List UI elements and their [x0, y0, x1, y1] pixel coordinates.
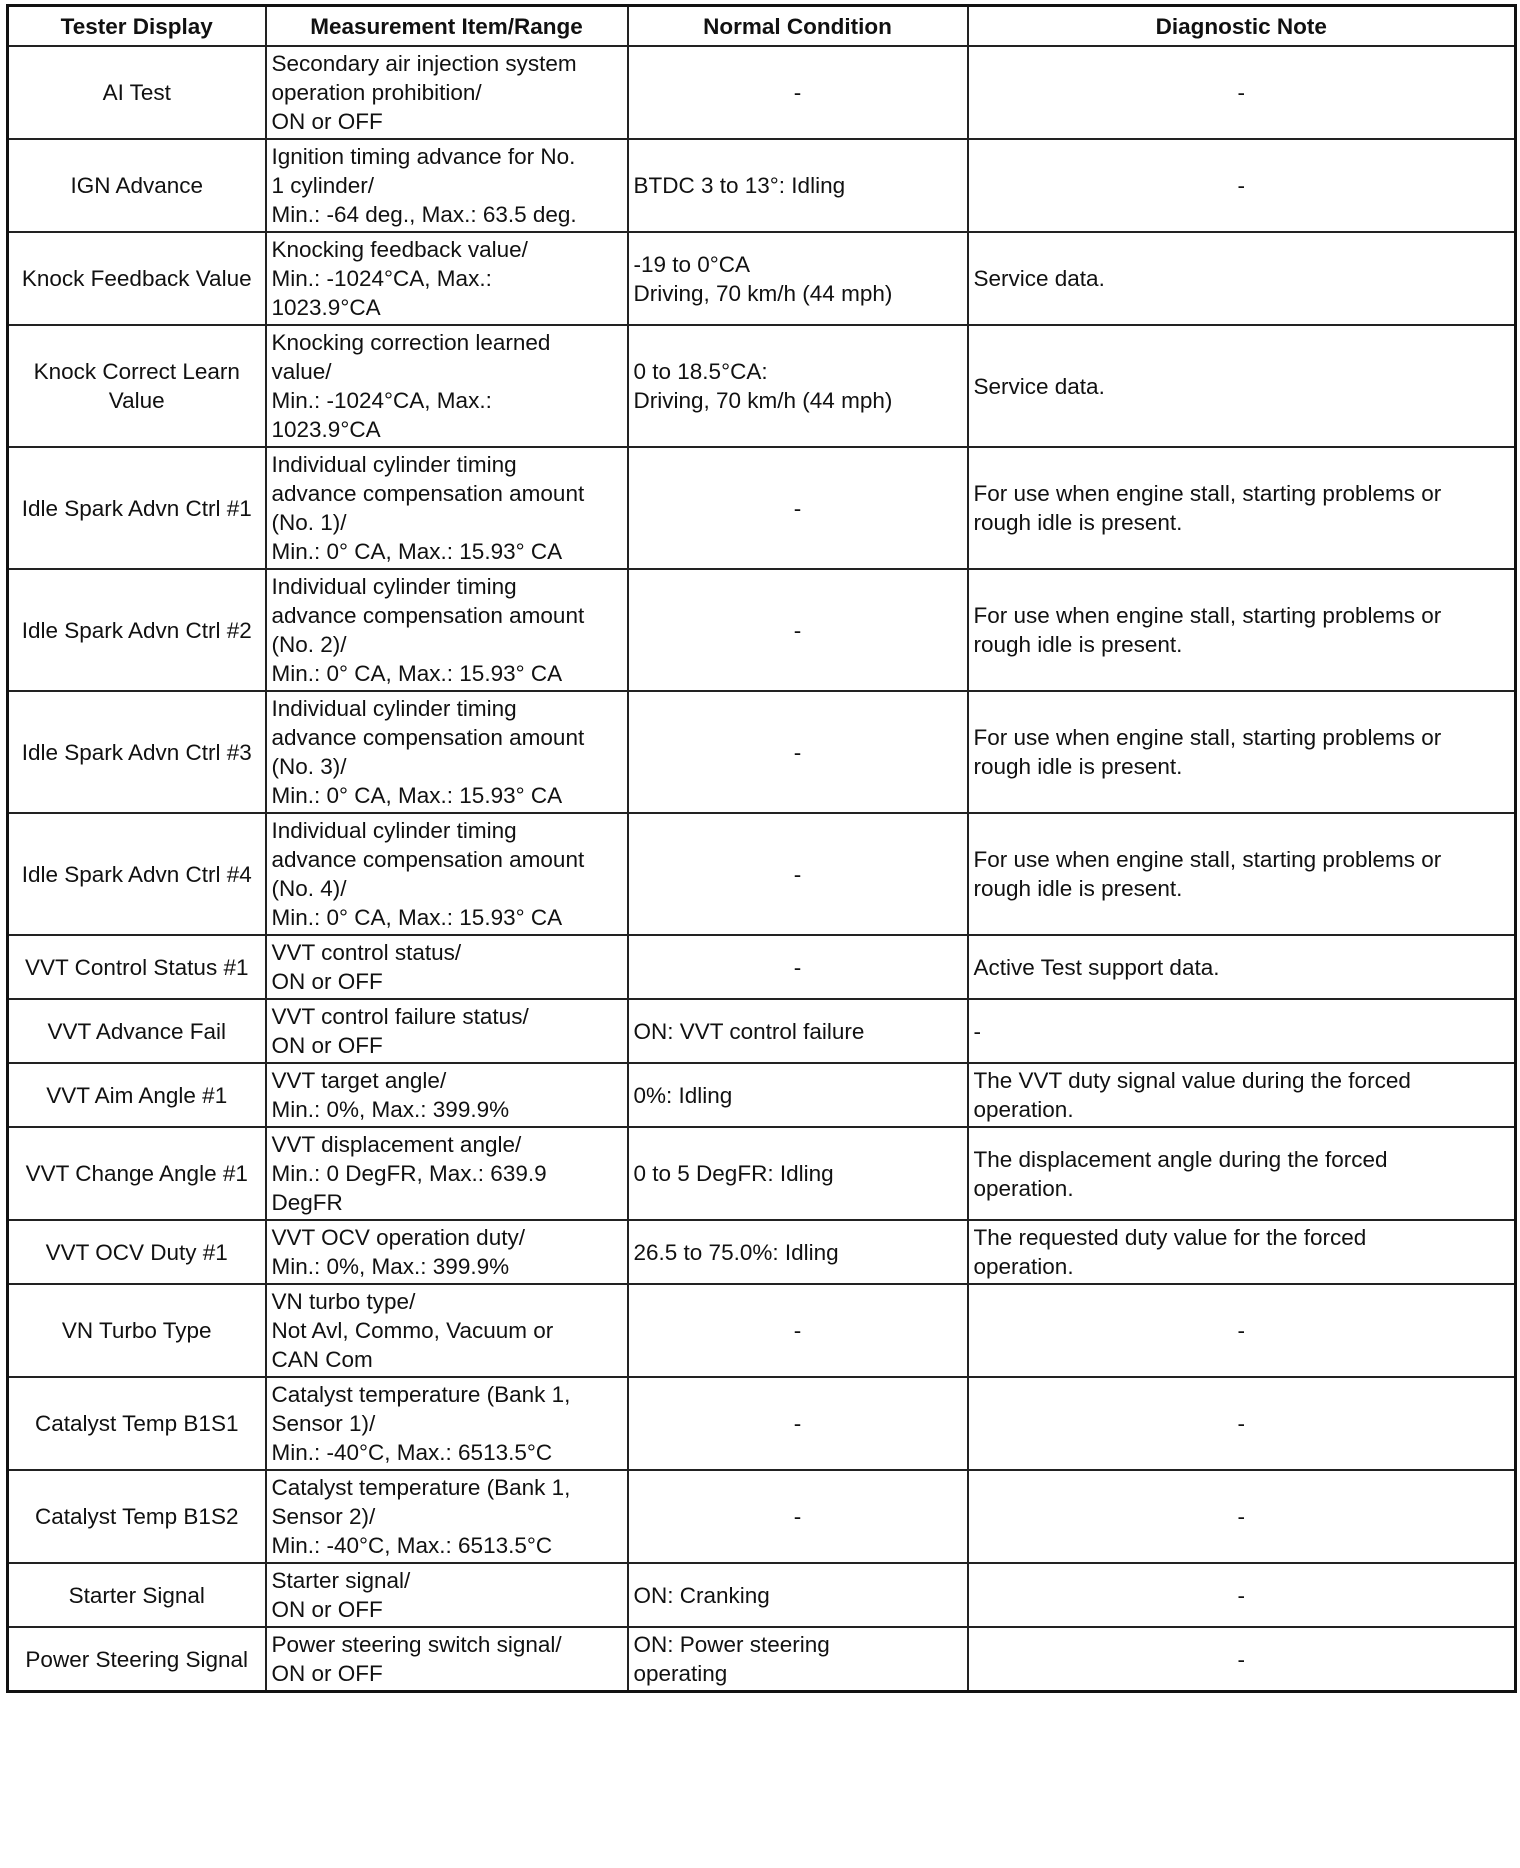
- normal-condition-cell: ON: Power steering operating: [628, 1627, 968, 1692]
- diagnostic-note-cell: The VVT duty signal value during the forced operation.: [968, 1063, 1516, 1127]
- measurement-cell: Individual cylinder timing advance compensation amount (No. 4)/ Min.: 0° CA, Max.: 15.93° CA: [266, 813, 628, 935]
- diagnostic-note-cell: For use when engine stall, starting problems or rough idle is present.: [968, 813, 1516, 935]
- diagnostic-note-cell: -: [968, 1284, 1516, 1377]
- header-normal-condition: Normal Condition: [628, 6, 968, 47]
- measurement-cell: Starter signal/ ON or OFF: [266, 1563, 628, 1627]
- tester-display-cell: Idle Spark Advn Ctrl #2: [8, 569, 266, 691]
- tester-display-cell: VVT Advance Fail: [8, 999, 266, 1063]
- table-row: [8, 569, 1516, 691]
- normal-condition-cell: -: [628, 1470, 968, 1563]
- tester-display-cell: Knock Feedback Value: [8, 232, 266, 325]
- table-row: [8, 1220, 1516, 1284]
- tester-display-cell: VVT Aim Angle #1: [8, 1063, 266, 1127]
- normal-condition-cell: -19 to 0°CA Driving, 70 km/h (44 mph): [628, 232, 968, 325]
- normal-condition-cell: -: [628, 813, 968, 935]
- table-header-row: [8, 6, 1516, 47]
- normal-condition-cell: -: [628, 46, 968, 139]
- tester-display-cell: VVT Control Status #1: [8, 935, 266, 999]
- diagnostic-note-cell: -: [968, 1563, 1516, 1627]
- table-row: [8, 325, 1516, 447]
- measurement-cell: Secondary air injection system operation prohibition/ ON or OFF: [266, 46, 628, 139]
- header-measurement-item: Measurement Item/Range: [266, 6, 628, 47]
- tester-display-cell: Starter Signal: [8, 1563, 266, 1627]
- tester-display-cell: Catalyst Temp B1S1: [8, 1377, 266, 1470]
- table-row: [8, 1470, 1516, 1563]
- header-diagnostic-note: Diagnostic Note: [968, 6, 1516, 47]
- measurement-cell: VVT control failure status/ ON or OFF: [266, 999, 628, 1063]
- tester-display-cell: AI Test: [8, 46, 266, 139]
- diagnostic-data-sheet: [6, 4, 1514, 1693]
- table-row: [8, 999, 1516, 1063]
- normal-condition-cell: -: [628, 569, 968, 691]
- measurement-cell: Power steering switch signal/ ON or OFF: [266, 1627, 628, 1692]
- measurement-cell: VVT target angle/ Min.: 0%, Max.: 399.9%: [266, 1063, 628, 1127]
- normal-condition-cell: ON: Cranking: [628, 1563, 968, 1627]
- diagnostic-note-cell: For use when engine stall, starting problems or rough idle is present.: [968, 691, 1516, 813]
- table-row: [8, 1127, 1516, 1220]
- tester-display-cell: Idle Spark Advn Ctrl #4: [8, 813, 266, 935]
- measurement-cell: Individual cylinder timing advance compensation amount (No. 3)/ Min.: 0° CA, Max.: 15.93° CA: [266, 691, 628, 813]
- normal-condition-cell: 0%: Idling: [628, 1063, 968, 1127]
- data-list-table: [6, 4, 1517, 1693]
- table-row: [8, 935, 1516, 999]
- normal-condition-cell: BTDC 3 to 13°: Idling: [628, 139, 968, 232]
- normal-condition-cell: -: [628, 935, 968, 999]
- measurement-cell: Individual cylinder timing advance compensation amount (No. 2)/ Min.: 0° CA, Max.: 15.93° CA: [266, 569, 628, 691]
- tester-display-cell: Knock Correct Learn Value: [8, 325, 266, 447]
- table-row: [8, 1063, 1516, 1127]
- table-row: [8, 813, 1516, 935]
- table-row: [8, 1563, 1516, 1627]
- table-row: [8, 232, 1516, 325]
- normal-condition-cell: -: [628, 691, 968, 813]
- normal-condition-cell: ON: VVT control failure: [628, 999, 968, 1063]
- header-tester-display: Tester Display: [8, 6, 266, 47]
- tester-display-cell: Power Steering Signal: [8, 1627, 266, 1692]
- measurement-cell: VVT control status/ ON or OFF: [266, 935, 628, 999]
- diagnostic-note-cell: -: [968, 139, 1516, 232]
- tester-display-cell: Catalyst Temp B1S2: [8, 1470, 266, 1563]
- table-row: [8, 46, 1516, 139]
- measurement-cell: Individual cylinder timing advance compensation amount (No. 1)/ Min.: 0° CA, Max.: 15.93° CA: [266, 447, 628, 569]
- normal-condition-cell: 0 to 5 DegFR: Idling: [628, 1127, 968, 1220]
- measurement-cell: VVT displacement angle/ Min.: 0 DegFR, Max.: 639.9 DegFR: [266, 1127, 628, 1220]
- normal-condition-cell: 0 to 18.5°CA: Driving, 70 km/h (44 mph): [628, 325, 968, 447]
- tester-display-cell: VN Turbo Type: [8, 1284, 266, 1377]
- diagnostic-note-cell: The requested duty value for the forced operation.: [968, 1220, 1516, 1284]
- diagnostic-note-cell: -: [968, 1627, 1516, 1692]
- measurement-cell: Knocking feedback value/ Min.: -1024°CA, Max.: 1023.9°CA: [266, 232, 628, 325]
- tester-display-cell: VVT Change Angle #1: [8, 1127, 266, 1220]
- table-body: [8, 46, 1516, 1692]
- diagnostic-note-cell: Service data.: [968, 325, 1516, 447]
- diagnostic-note-cell: Service data.: [968, 232, 1516, 325]
- table-row: [8, 1284, 1516, 1377]
- diagnostic-note-cell: Active Test support data.: [968, 935, 1516, 999]
- table-row: [8, 691, 1516, 813]
- table-row: [8, 1627, 1516, 1692]
- table-row: [8, 1377, 1516, 1470]
- diagnostic-note-cell: For use when engine stall, starting problems or rough idle is present.: [968, 569, 1516, 691]
- diagnostic-note-cell: -: [968, 46, 1516, 139]
- diagnostic-note-cell: -: [968, 999, 1516, 1063]
- normal-condition-cell: 26.5 to 75.0%: Idling: [628, 1220, 968, 1284]
- table-row: [8, 139, 1516, 232]
- tester-display-cell: IGN Advance: [8, 139, 266, 232]
- table-row: [8, 447, 1516, 569]
- diagnostic-note-cell: -: [968, 1470, 1516, 1563]
- diagnostic-note-cell: -: [968, 1377, 1516, 1470]
- diagnostic-note-cell: For use when engine stall, starting problems or rough idle is present.: [968, 447, 1516, 569]
- tester-display-cell: VVT OCV Duty #1: [8, 1220, 266, 1284]
- measurement-cell: Knocking correction learned value/ Min.: -1024°CA, Max.: 1023.9°CA: [266, 325, 628, 447]
- measurement-cell: Catalyst temperature (Bank 1, Sensor 2)/ Min.: -40°C, Max.: 6513.5°C: [266, 1470, 628, 1563]
- measurement-cell: VN turbo type/ Not Avl, Commo, Vacuum or CAN Com: [266, 1284, 628, 1377]
- tester-display-cell: Idle Spark Advn Ctrl #3: [8, 691, 266, 813]
- measurement-cell: Ignition timing advance for No. 1 cylinder/ Min.: -64 deg., Max.: 63.5 deg.: [266, 139, 628, 232]
- normal-condition-cell: -: [628, 447, 968, 569]
- measurement-cell: Catalyst temperature (Bank 1, Sensor 1)/ Min.: -40°C, Max.: 6513.5°C: [266, 1377, 628, 1470]
- normal-condition-cell: -: [628, 1284, 968, 1377]
- diagnostic-note-cell: The displacement angle during the forced operation.: [968, 1127, 1516, 1220]
- normal-condition-cell: -: [628, 1377, 968, 1470]
- measurement-cell: VVT OCV operation duty/ Min.: 0%, Max.: 399.9%: [266, 1220, 628, 1284]
- tester-display-cell: Idle Spark Advn Ctrl #1: [8, 447, 266, 569]
